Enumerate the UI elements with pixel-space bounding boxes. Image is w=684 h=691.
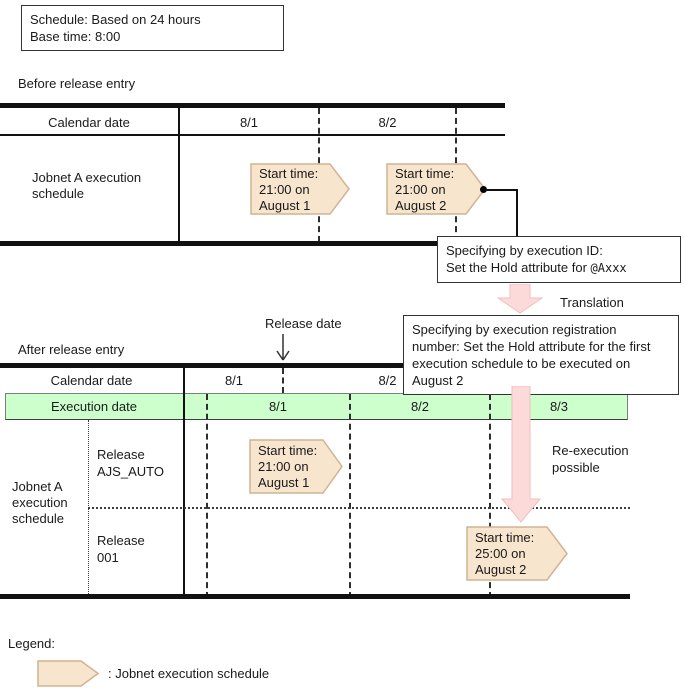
execution-cell-8-3: 8/3: [549, 398, 569, 414]
callout-registration-number: Specifying by execution registration number: Set the Hold attribute for the first execution schedule to be executed on August 2: [403, 315, 679, 395]
before-table-header-divider: [0, 134, 505, 136]
before-section-title: Before release entry: [18, 76, 136, 91]
before-table-bottom-border: [0, 241, 505, 246]
before-schedule-arrow-aug2: Start time: 21:00 on August 2: [386, 163, 486, 215]
release-ajs-auto-label: Release AJS_AUTO: [97, 447, 164, 479]
before-calendar-date-label: Calendar date: [48, 114, 130, 130]
callout-execution-id: [437, 236, 681, 283]
before-row-label: Jobnet A execution schedule: [32, 170, 142, 201]
execution-boundary-8-2-start: [349, 394, 351, 598]
reexecution-possible-label: Re-execution possible: [552, 443, 629, 475]
legend-title: Legend:: [8, 636, 55, 651]
legend-item-label: : Jobnet execution schedule: [108, 666, 270, 681]
execution-id-code: @Axxx: [590, 261, 627, 275]
after-section-title: After release entry: [18, 342, 125, 357]
execution-date-label: Execution date: [50, 398, 137, 414]
release-001-label: Release 001: [97, 533, 145, 565]
before-table-top-border: [0, 103, 505, 108]
release-date-arrow: [276, 334, 290, 362]
translation-label: Translation: [560, 295, 624, 310]
after-table-label-divider: [183, 367, 185, 598]
after-schedule-arrow-aug2: Start time: 25:00 on August 2: [466, 526, 568, 581]
legend-schedule-arrow-icon: [37, 660, 99, 687]
after-calendar-cell-8-1: 8/1: [224, 373, 244, 388]
execution-cell-8-2: 8/2: [410, 398, 430, 414]
schedule-note-line1: Schedule: Based on 24 hours: [30, 12, 201, 27]
execution-cell-8-1: 8/1: [268, 398, 288, 414]
schedule-note-line2: Base time: 8:00: [30, 29, 121, 44]
execution-boundary-8-1-start: [206, 394, 208, 598]
translation-long-down-arrow: [500, 386, 542, 524]
after-row-label: Jobnet A execution schedule: [12, 479, 68, 526]
after-calendar-date-label: Calendar date: [50, 373, 133, 388]
before-calendar-cell-8-2: 8/2: [378, 114, 397, 130]
after-calendar-cell-8-2: 8/2: [378, 373, 397, 388]
before-schedule-arrow-aug1: Start time: 21:00 on August 1: [250, 163, 350, 215]
release-date-label: Release date: [265, 316, 342, 331]
schedule-note-box: [21, 5, 284, 51]
callout-execution-id-line1: Specifying by execution ID:: [446, 243, 603, 258]
callout-execution-id-line2: Set the Hold attribute for @Axxx: [446, 260, 627, 275]
connector-vertical-line: [516, 189, 518, 237]
after-schedule-arrow-aug1: Start time: 21:00 on August 1: [249, 439, 343, 494]
after-table-bottom-border: [0, 594, 630, 599]
release-rows-dotted-divider: [88, 507, 630, 509]
jobnet-label-dotted-divider: [88, 420, 89, 598]
before-calendar-cell-8-1: 8/1: [239, 114, 259, 130]
translation-down-arrow: [497, 284, 543, 314]
connector-horizontal-line: [486, 189, 518, 191]
